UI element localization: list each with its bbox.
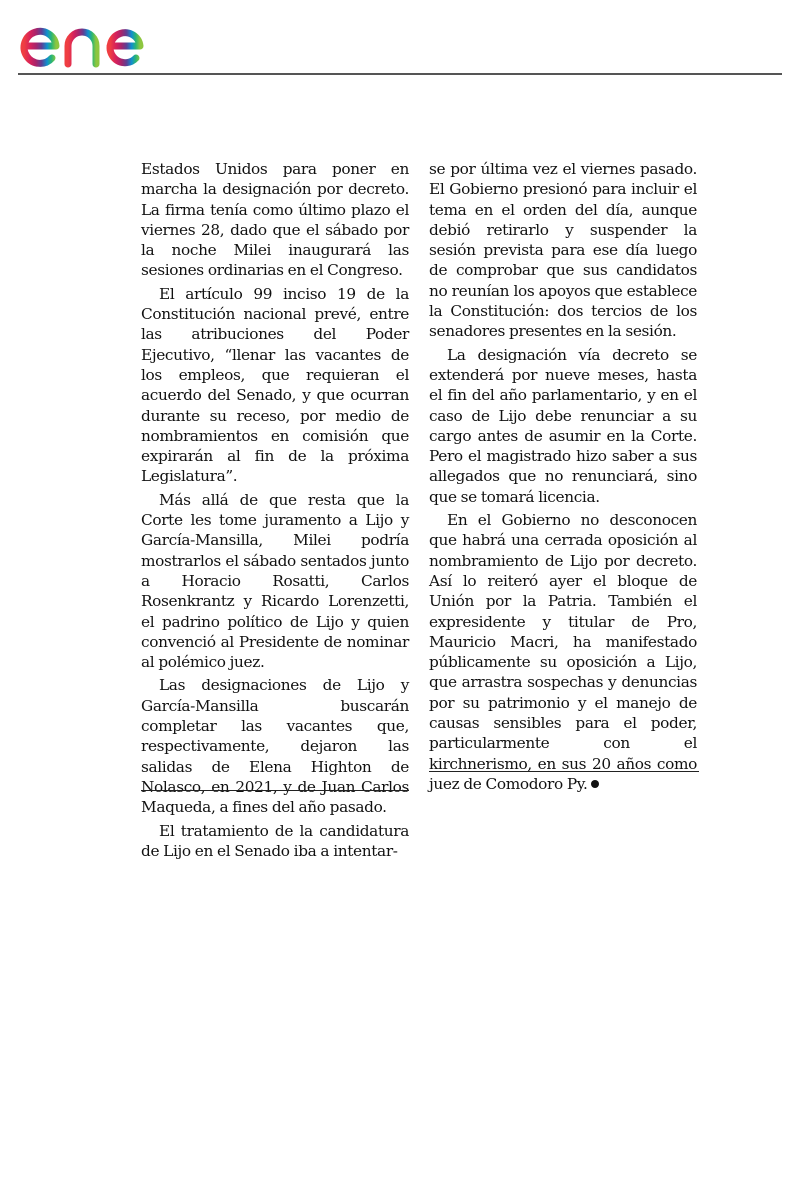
column-end-rule	[429, 771, 699, 772]
paragraph: El tratamiento de la candidatura de Lijo en el Senado iba a intentar-	[141, 821, 409, 860]
paragraph: se por última vez el viernes pasado. El Gobierno presionó para incluir el tema en el orden del día, aunque debió retirarlo y suspender la sesión prevista para ese día luego de comprobar que sus candidatos no reunían los apoyos que establece la Constitución: dos tercios de los senadores presentes en la sesión.	[429, 160, 697, 341]
article-column-left	[141, 159, 409, 861]
paragraph: Estados Unidos para poner en marcha la designación por decreto. La firma tenía como último plazo el viernes 28, dado que el sábado por la noche Milei inaugurará las sesiones ordinarias en el Congreso.	[141, 160, 409, 280]
paragraph: El artículo 99 inciso 19 de la Constitución nacional prevé, entre las atribuciones del Poder Ejecutivo, “llenar las vacantes de los empleos, que requieran el acuerdo del Senado, y que ocurran durante su receso, por medio de nombramientos en comisión que expirarán al fin de la próxima Legislatura”.	[141, 284, 409, 486]
paragraph: Más allá de que resta que la Corte les tome juramento a Lijo y García-Mansilla, Milei podría mostrarlos el sábado sentados junto a Horacio Rosatti, Carlos Rosenkrantz y Ricardo Lorenzetti, el padrino político de Lijo y quien convenció al Presidente de nominar al polémico juez.	[141, 490, 409, 672]
end-of-article-bullet-icon	[591, 780, 599, 788]
header-divider	[18, 73, 782, 75]
column-end-rule	[141, 790, 409, 791]
paragraph-final-text: En el Gobierno no desconocen que habrá una cerrada oposición al nombramiento de Lijo por decreto. Así lo reiteró ayer el bloque de Unión por la Patria. También el expresidente y titular de Pro, Mauricio Macri, ha manifestado públicamente su oposición a Lijo, que arrastra sospechas y denuncias por su patrimonio y el manejo de causas sensibles para el poder, particularmente con el kirchnerismo, en sus 20 años como juez de Comodoro Py.	[429, 511, 697, 793]
enel-logo	[16, 6, 171, 68]
header	[0, 0, 800, 76]
paragraph: Las designaciones de Lijo y García-Mansilla buscarán completar las vacantes que, respectivamente, dejaron las salidas de Elena Highton de Nolasco, en 2021, y de Juan Carlos Maqueda, a fines del año pasado.	[141, 676, 409, 817]
paragraph: La designación vía decreto se extenderá por nueve meses, hasta el fin del año parlamentario, y en el caso de Lijo debe renunciar a su cargo antes de asumir en la Corte. Pero el magistrado hizo saber a sus allegados que no renunciará, sino que se tomará licencia.	[429, 345, 697, 506]
article-column-right	[429, 159, 697, 794]
paragraph-final	[429, 510, 697, 794]
